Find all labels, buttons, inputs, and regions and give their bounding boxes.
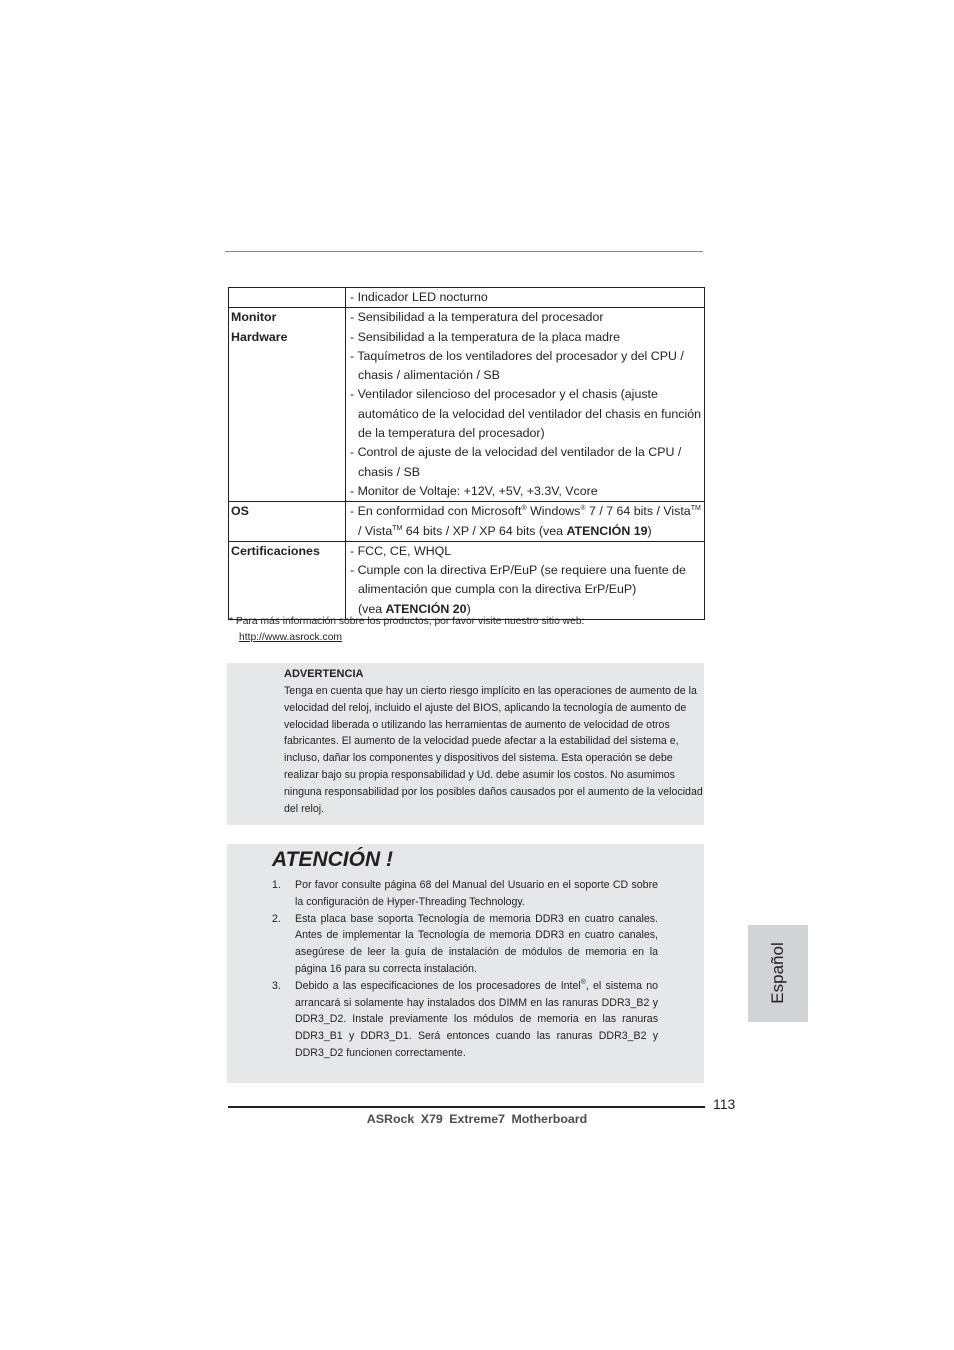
spec-item: - Indicador LED nocturno bbox=[350, 290, 488, 304]
spec-item: - Sensibilidad a la temperatura de la placa madre bbox=[350, 329, 620, 344]
attention-box bbox=[227, 844, 704, 1083]
language-label: Español bbox=[768, 942, 787, 1004]
footnote-text: * Para más información sobre los productos, por favor visite nuestro sitio web: bbox=[229, 616, 585, 627]
spec-item: (vea ATENCIÓN 20) bbox=[358, 601, 471, 616]
attention-list bbox=[272, 877, 658, 1062]
list-item: 1. Por favor consulte página 68 del Manual del Usuario en el soporte CD sobre la configuración de Hyper-Threading Technology. bbox=[272, 879, 658, 908]
attention-title: ATENCIÓN ! bbox=[272, 848, 393, 871]
top-divider bbox=[225, 251, 703, 252]
warning-box bbox=[227, 663, 704, 825]
table-row bbox=[229, 502, 705, 542]
spec-item: - Control de ajuste de la velocidad del ventilador de la CPU / chasis / SB bbox=[350, 445, 682, 479]
row-label-certificaciones: Certificaciones bbox=[229, 541, 346, 619]
asrock-link[interactable]: http://www.asrock.com bbox=[239, 632, 342, 643]
spec-item: - Taquímetros de los ventiladores del procesador y del CPU / chasis / alimentación / SB bbox=[350, 348, 684, 383]
bottom-divider bbox=[228, 1106, 705, 1108]
spec-item-os: - En conformidad con Microsoft® Windows® 7 / 7 64 bits / Vista™ / Vista™ 64 bits / XP / XP 64 bits (vea ATENCIÓN 19) bbox=[350, 504, 701, 538]
spec-item: - Ventilador silencioso del procesador y el chasis (ajuste automático de la velocidad del ventilador del chasis en función de la temperatura del procesador) bbox=[350, 387, 702, 441]
spec-table bbox=[228, 287, 705, 620]
list-item: 2. Esta placa base soporta Tecnología de memoria DDR3 en cuatro canales. Antes de implementar la Tecnología de memoria DDR3 en cuatro canales, asegúrese de leer la guía de instalación de módulos de memoria en la página 16 para su correcta instalación. bbox=[272, 912, 658, 975]
row-label-monitor-hardware: Monitor Hardware bbox=[229, 308, 346, 502]
spec-item: - Monitor de Voltaje: +12V, +5V, +3.3V, Vcore bbox=[350, 483, 598, 498]
spec-item: - FCC, CE, WHQL bbox=[350, 543, 452, 558]
table-row bbox=[229, 541, 705, 619]
warning-body: Tenga en cuenta que hay un cierto riesgo implícito en las operaciones de aumento de la velocidad del reloj, incluido el ajuste del BIOS, aplicando la tecnología de aumento de velocidad liberada o utilizando las herramientas de aumento de velocidad de otros fabricantes. El aumento de la velocidad puede afectar a la estabilidad del sistema e, incluso, dañar los componentes y dispositivos del sistema. Esta operación se debe realizar bajo su propia responsabilidad y Ud. debe asumir los costos. No asumimos ninguna responsabilidad por los posibles daños causados por el aumento de la velocidad del reloj. bbox=[284, 685, 703, 815]
footer-title: ASRock X79 Extreme7 Motherboard bbox=[366, 1112, 588, 1126]
list-item: 3. Debido a las especificaciones de los procesadores de Intel®, el sistema no arrancará si solamente hay instalados dos DIMM en las ranuras DDR3_B2 y DDR3_D2. Instale previamente los módulos de memoria en las ranuras DDR3_B1 y DDR3_D1. Será entonces cuando las ranuras DDR3_B2 y DDR3_D2 funcionen correctamente. bbox=[272, 978, 658, 1059]
table-row bbox=[229, 288, 705, 308]
spec-item: - Sensibilidad a la temperatura del procesador bbox=[350, 310, 604, 325]
table-row bbox=[229, 308, 705, 502]
warning-title: ADVERTENCIA bbox=[284, 668, 364, 680]
row-label-os: OS bbox=[229, 502, 346, 542]
footnote bbox=[229, 614, 584, 646]
row-label bbox=[229, 288, 346, 308]
language-tab bbox=[748, 925, 808, 1022]
spec-item: - Cumple con la directiva ErP/EuP (se requiere una fuente de alimentación que cumpla con la directiva ErP/EuP) bbox=[350, 563, 686, 597]
page-number: 113 bbox=[713, 1096, 736, 1112]
